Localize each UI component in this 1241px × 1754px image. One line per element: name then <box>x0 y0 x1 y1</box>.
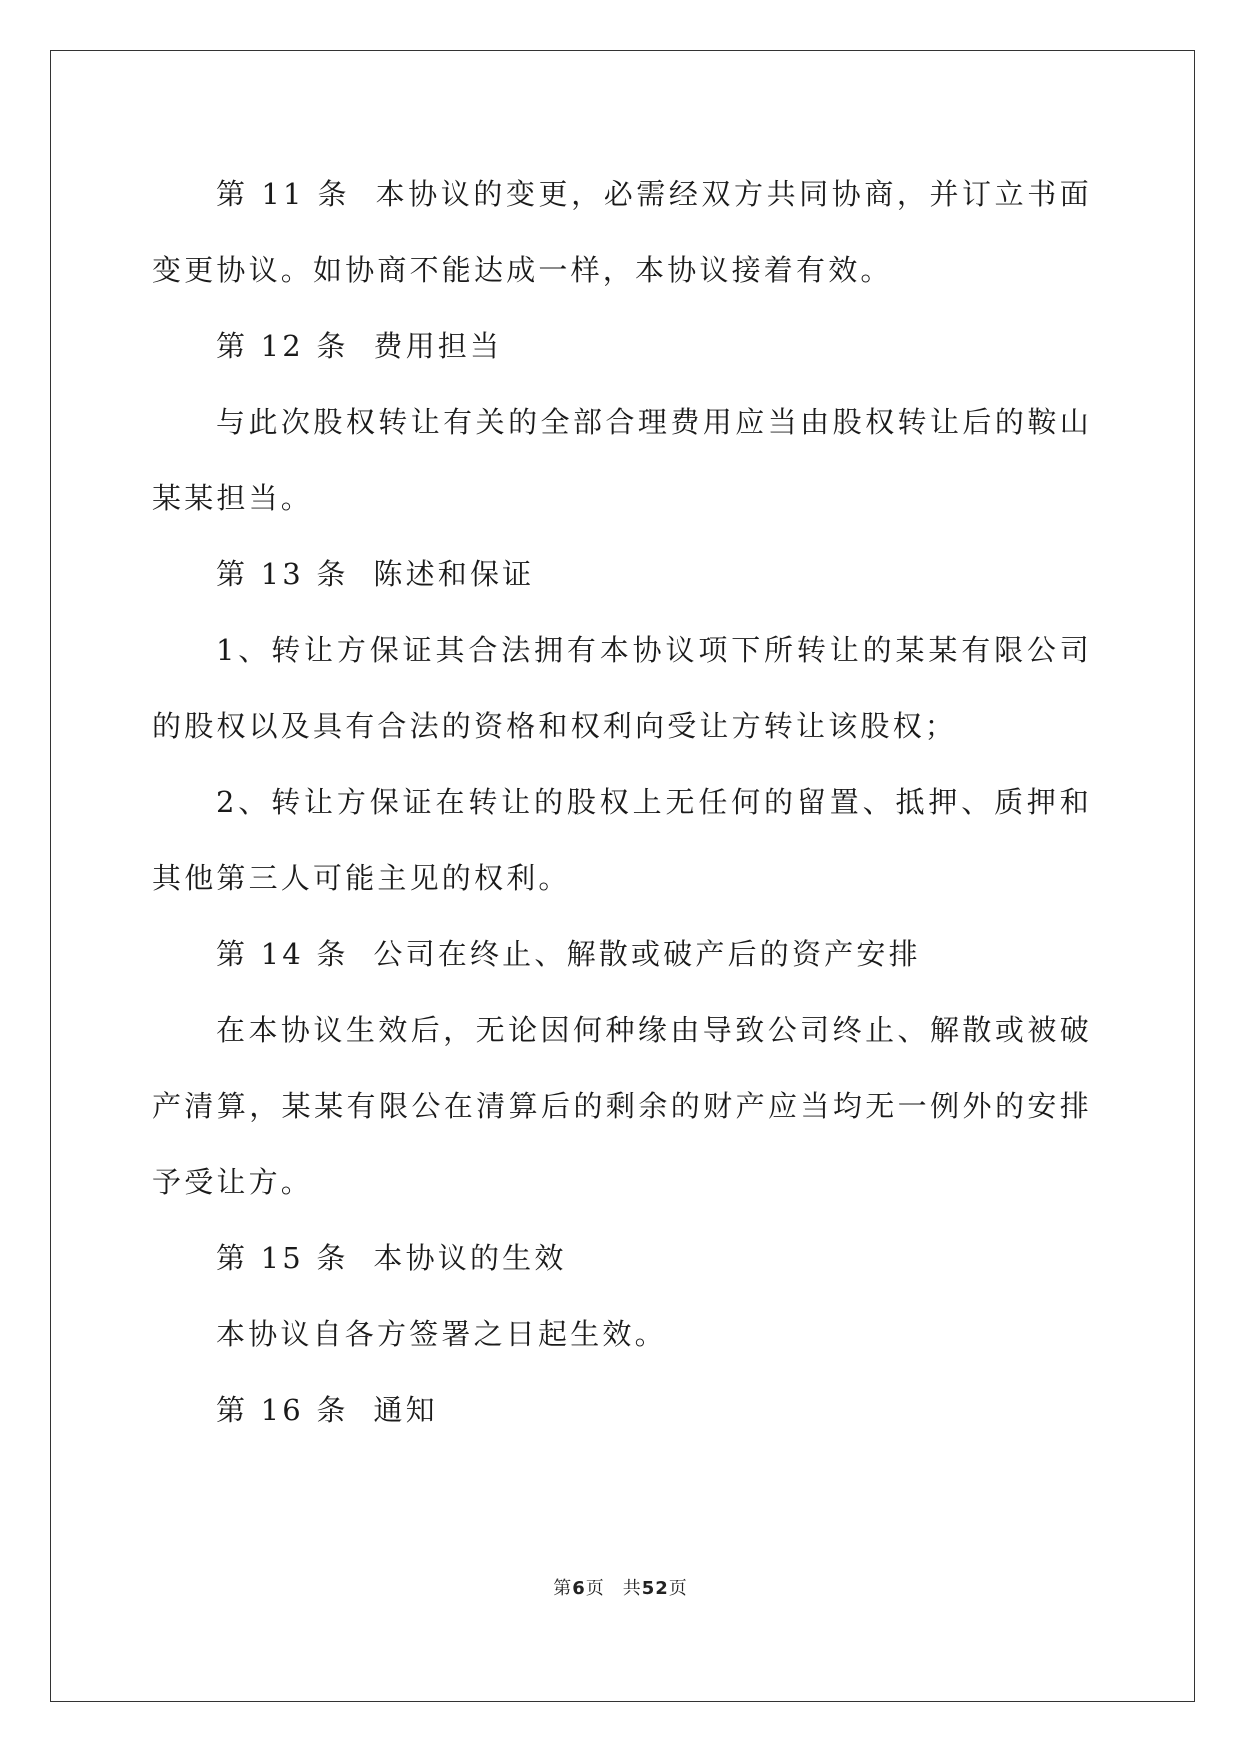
paragraph-article-15-body: 本协议自各方签署之日起生效。 <box>216 1317 667 1351</box>
paragraph-article-11: 第 11 条 本协议的变更，必需经双方共同协商，并订立书面变更协议。如协商不能达成一样，本协议接着有效。 <box>152 177 1092 287</box>
total-pages-number: 52 <box>641 1578 669 1599</box>
paragraph-article-13-item-2: 2、转让方保证在转让的股权上无任何的留置、抵押、质押和其他第三人可能主见的权利。 <box>152 785 1092 895</box>
paragraph-article-12-body: 与此次股权转让有关的全部合理费用应当由股权转让后的鞍山某某担当。 <box>152 405 1092 515</box>
current-page-number: 6 <box>572 1578 586 1599</box>
footer-total-suffix: 页 <box>668 1578 688 1599</box>
paragraph-article-14-body: 在本协议生效后，无论因何种缘由导致公司终止、解散或被破产清算，某某有限公在清算后的剩余的财产应当均无一例外的安排予受让方。 <box>152 1013 1092 1199</box>
heading-article-15: 第 15 条 本协议的生效 <box>216 1241 567 1275</box>
page-footer <box>0 1574 1241 1600</box>
footer-page-suffix: 页 <box>585 1578 605 1599</box>
paragraph-article-13-item-1: 1、转让方保证其合法拥有本协议项下所转让的某某有限公司的股权以及具有合法的资格和权利向受让方转让该股权； <box>152 633 1092 743</box>
heading-article-12: 第 12 条 费用担当 <box>216 329 503 363</box>
heading-article-16: 第 16 条 通知 <box>216 1393 438 1427</box>
document-body <box>152 156 1092 1448</box>
footer-prefix: 第 <box>553 1578 573 1599</box>
heading-article-13: 第 13 条 陈述和保证 <box>216 557 535 591</box>
footer-total-prefix: 共 <box>622 1578 642 1599</box>
heading-article-14: 第 14 条 公司在终止、解散或破产后的资产安排 <box>216 937 921 971</box>
